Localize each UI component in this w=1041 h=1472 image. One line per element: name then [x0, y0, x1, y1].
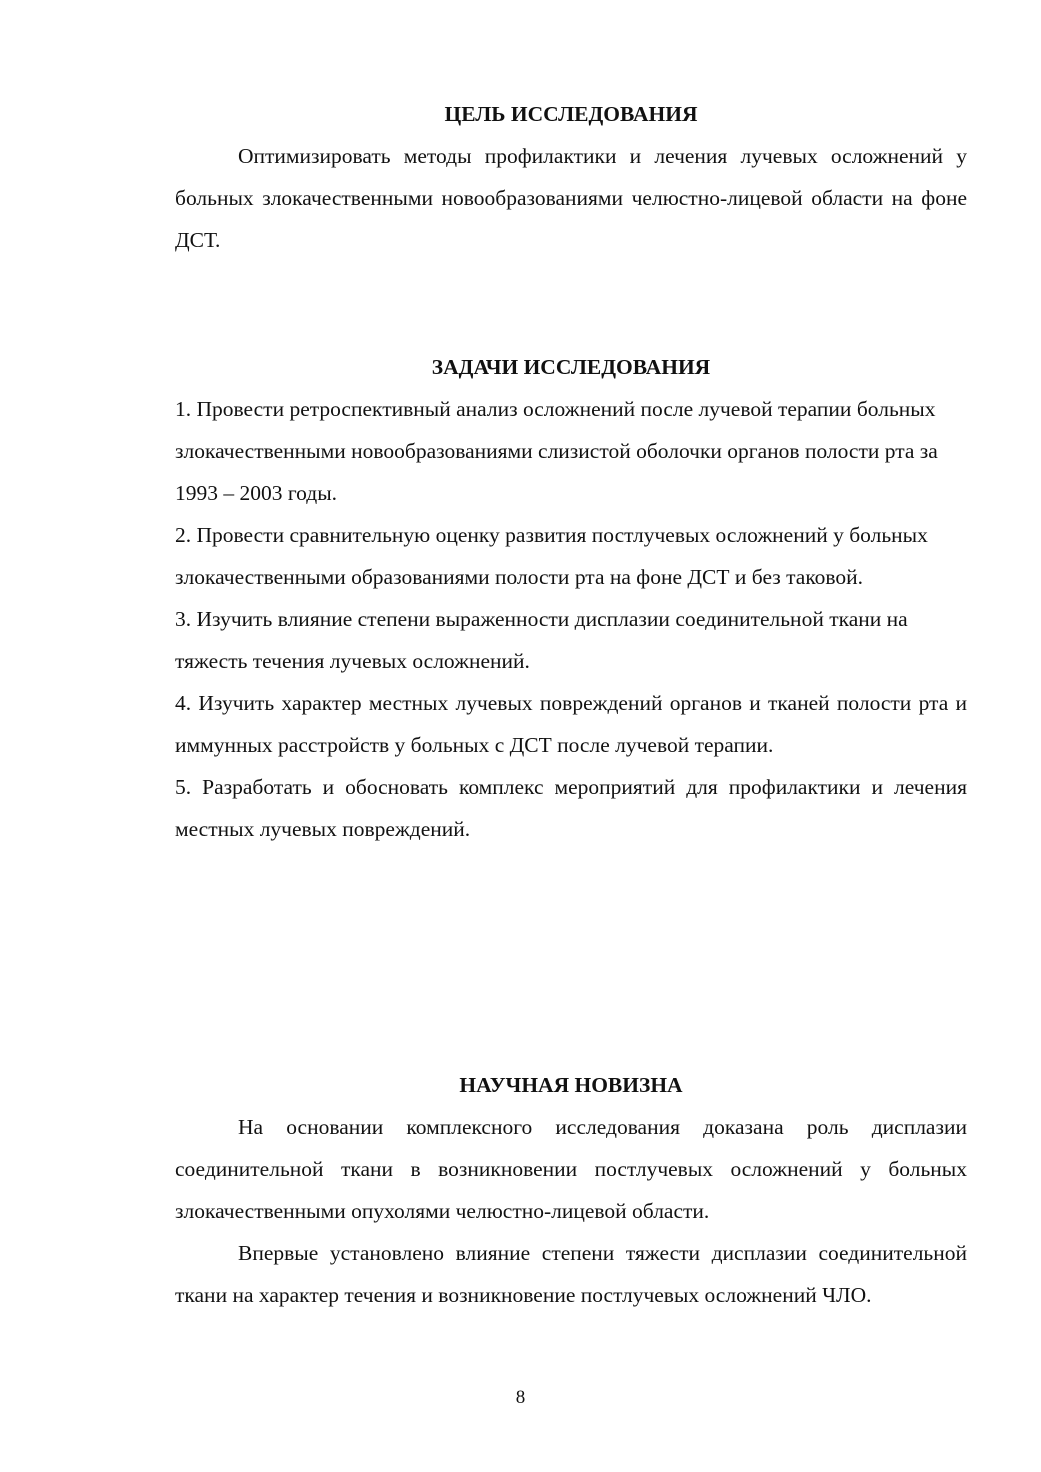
task-item-1: 1. Провести ретроспективный анализ осложнений после лучевой терапии больных злокачественными новообразованиями слизистой оболочки органов полости рта за 1993 – 2003 годы. — [175, 397, 938, 505]
task-item-2: 2. Провести сравнительную оценку развития постлучевых осложнений у больных злокачественными образованиями полости рта на фоне ДСТ и без таковой. — [175, 523, 928, 589]
novelty-paragraph-1: На основании комплексного исследования доказана роль дисплазии соединительной ткани в возникновении постлучевых осложнений у больных злокачественными опухолями челюстно-лицевой области. — [175, 1115, 967, 1223]
novelty-section — [175, 1064, 967, 1316]
page-number: 8 — [515, 1387, 526, 1408]
novelty-paragraph-2: Впервые установлено влияние степени тяжести дисплазии соединительной ткани на характер течения и возникновение постлучевых осложнений ЧЛО. — [175, 1241, 967, 1307]
novelty-title: НАУЧНАЯ НОВИЗНА — [459, 1073, 683, 1097]
tasks-section — [175, 346, 967, 850]
task-item-5: 5. Разработать и обосновать комплекс мероприятий для профилактики и лечения местных лучевых повреждений. — [175, 775, 967, 841]
goal-text: Оптимизировать методы профилактики и лечения лучевых осложнений у больных злокачественными новообразованиями челюстно-лицевой области на фоне ДСТ. — [175, 144, 967, 252]
goal-section — [175, 93, 967, 261]
goal-title: ЦЕЛЬ ИССЛЕДОВАНИЯ — [444, 102, 698, 126]
tasks-title: ЗАДАЧИ ИССЛЕДОВАНИЯ — [431, 355, 711, 379]
task-item-3: 3. Изучить влияние степени выраженности дисплазии соединительной ткани на тяжесть течения лучевых осложнений. — [175, 607, 908, 673]
task-item-4: 4. Изучить характер местных лучевых повреждений органов и тканей полости рта и иммунных расстройств у больных с ДСТ после лучевой терапии. — [175, 691, 967, 757]
